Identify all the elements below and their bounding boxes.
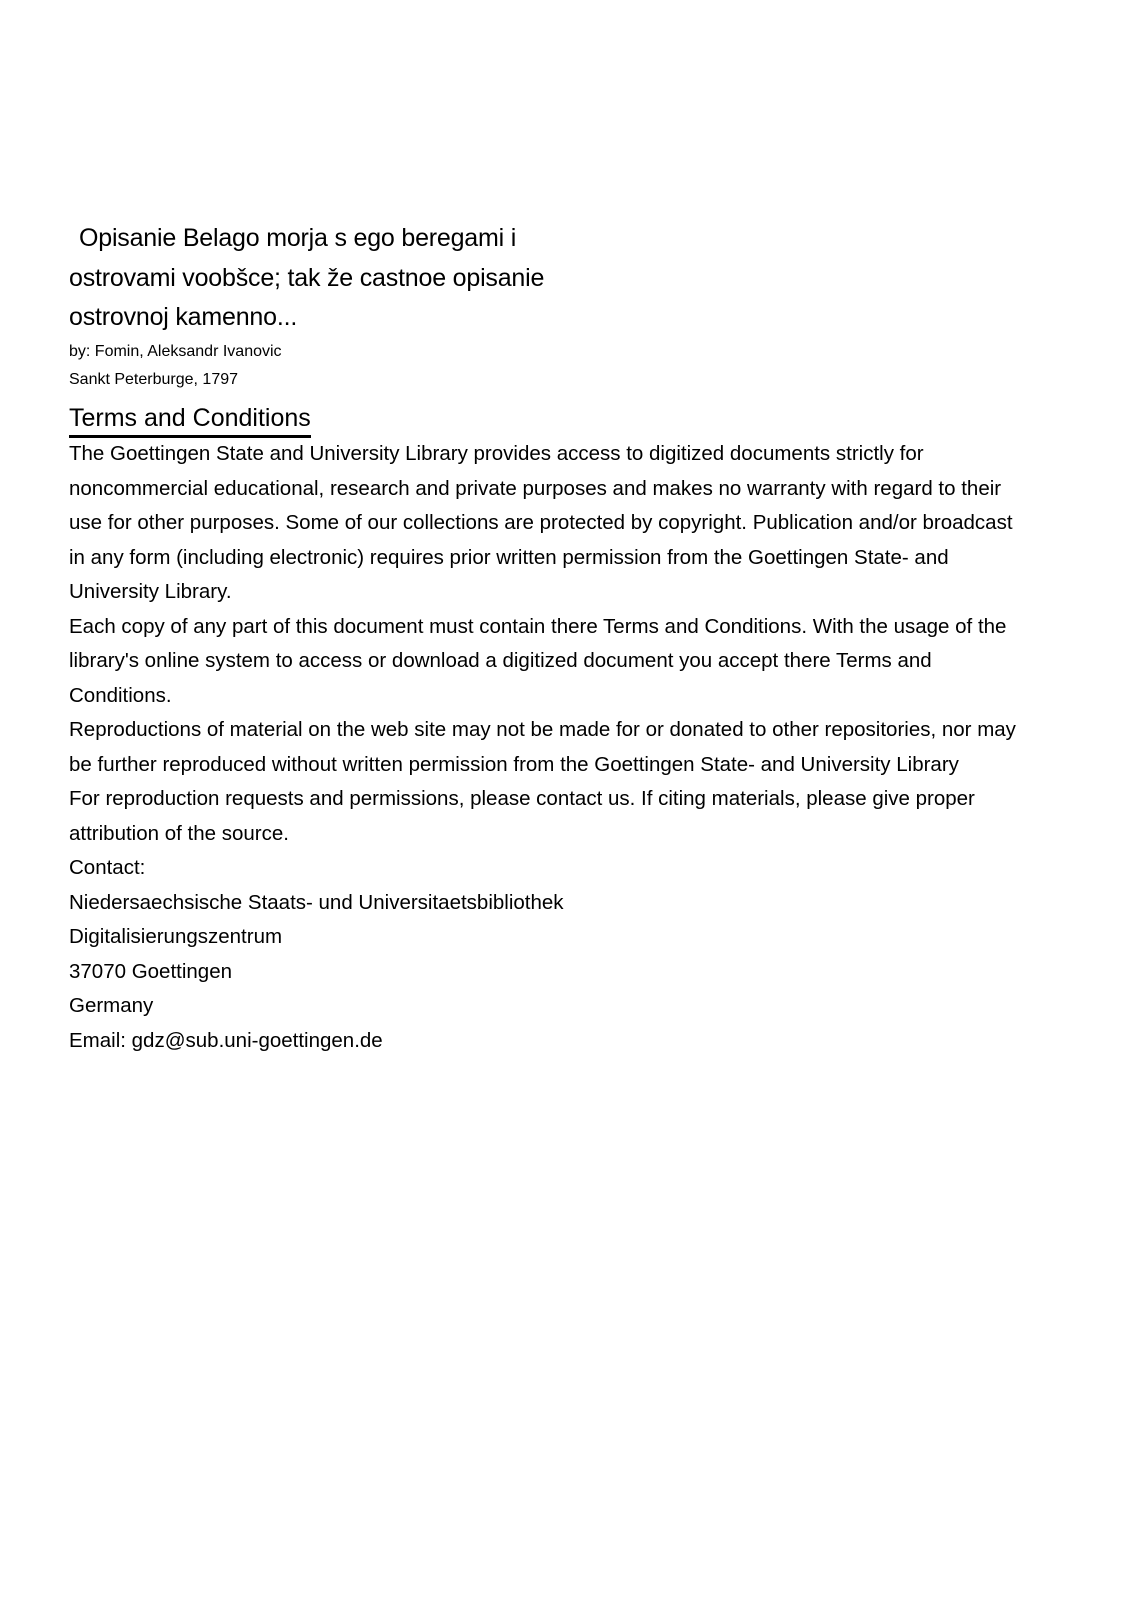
terms-paragraph: For reproduction requests and permissions, please contact us. If citing materials, please give proper attribution of the source.	[69, 787, 975, 845]
title-line-2: ostrovami voobšce; tak že castnoe opisanie	[69, 263, 545, 292]
contact-email: Email: gdz@sub.uni-goettingen.de	[69, 1028, 383, 1052]
contact-country: Germany	[69, 994, 154, 1017]
terms-paragraph: Reproductions of material on the web site may not be made for or donated to other repositories, nor may be further reproduced without written permission from the Goettingen State- and University Library	[69, 718, 1016, 776]
terms-body	[69, 437, 1029, 1058]
place-year-line: Sankt Peterburge, 1797	[69, 371, 239, 388]
title-line-1: Opisanie Belago morja s ego beregami i	[79, 224, 517, 252]
contact-label: Contact:	[69, 856, 146, 879]
terms-heading: Terms and Conditions	[69, 402, 311, 438]
terms-paragraph: Each copy of any part of this document must contain there Terms and Conditions. With the usage of the library's online system to access or download a digitized document you accept there Terms and Conditions.	[69, 614, 1007, 707]
title-line-3: ostrovnoj kamenno...	[69, 303, 298, 331]
document-title	[69, 219, 1029, 338]
author-line: by: Fomin, Aleksandr Ivanovic	[69, 343, 282, 360]
contact-city: 37070 Goettingen	[69, 959, 232, 983]
contact-organization: Niedersaechsische Staats- und Universitaetsbibliothek	[69, 890, 564, 914]
terms-paragraph: The Goettingen State and University Library provides access to digitized documents strictly for noncommercial educational, research and private purposes and makes no warranty with regard to their use for other purposes. Some of our collections are protected by copyright. Publication and/or broadcast in any form (including electronic) requires prior written permission from the Goettingen State- and University Library.	[69, 442, 1013, 603]
contact-department: Digitalisierungszentrum	[69, 925, 283, 948]
